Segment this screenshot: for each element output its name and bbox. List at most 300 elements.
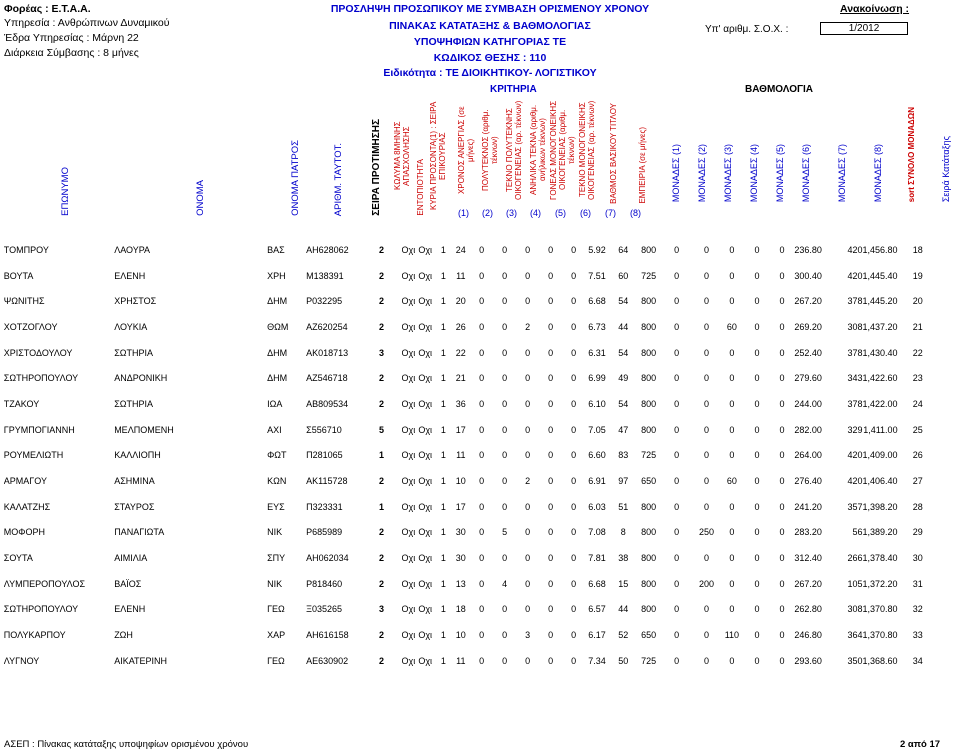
cell-kyria: 1 bbox=[440, 244, 446, 255]
cell-patros: ΧΡΗ bbox=[267, 270, 286, 281]
cell-c3: 0 bbox=[502, 398, 508, 409]
cell-rank: 31 bbox=[912, 578, 923, 589]
cell-m1: 800 bbox=[641, 347, 657, 358]
cell-m7: 283.20 bbox=[794, 527, 822, 538]
cell-c3: 0 bbox=[502, 373, 508, 384]
cell-m3: 250 bbox=[698, 527, 714, 538]
cell-c6: 0 bbox=[571, 604, 577, 615]
cell-taut: ΑΚ018713 bbox=[306, 347, 349, 358]
cell-c2: 0 bbox=[479, 476, 485, 487]
col-m8: ΜΟΝΑΔΕΣ (8) bbox=[872, 143, 883, 202]
cell-c7: 6.91 bbox=[588, 476, 606, 487]
cell-taut: Μ138391 bbox=[306, 270, 344, 281]
cell-c2: 0 bbox=[479, 321, 485, 332]
cell-m1: 800 bbox=[641, 296, 657, 307]
cell-m4: 0 bbox=[729, 655, 735, 666]
announcement-label: Ανακοίνωση : bbox=[840, 3, 910, 15]
cell-c6: 0 bbox=[571, 347, 577, 358]
cell-seira: 2 bbox=[378, 244, 384, 255]
cell-rank: 34 bbox=[912, 655, 923, 666]
cell-c1: 13 bbox=[455, 578, 466, 589]
cell-m2: 0 bbox=[674, 578, 680, 589]
cell-m2: 0 bbox=[674, 244, 680, 255]
cell-c2: 0 bbox=[479, 527, 485, 538]
cell-c6: 0 bbox=[571, 373, 577, 384]
cell-m6: 0 bbox=[779, 296, 785, 307]
cell-seira: 2 bbox=[378, 373, 384, 384]
cell-kolyma: Οχι bbox=[401, 373, 416, 384]
cell-c5: 0 bbox=[548, 630, 554, 641]
scoring-label: ΒΑΘΜΟΛΟΓΙΑ bbox=[745, 84, 813, 95]
cell-c1: 36 bbox=[455, 398, 466, 409]
cell-c4: 3 bbox=[525, 630, 531, 641]
cell-total: 1,445.20 bbox=[862, 296, 898, 307]
cell-c8: 47 bbox=[618, 424, 629, 435]
cell-m8: 420 bbox=[847, 270, 863, 281]
cell-c6: 0 bbox=[571, 424, 577, 435]
col-onoma: ΟΝΟΜΑ bbox=[194, 180, 206, 216]
cell-m1: 800 bbox=[641, 527, 657, 538]
cell-m2: 0 bbox=[674, 321, 680, 332]
cell-onoma: ΚΑΛΛΙΟΠΗ bbox=[114, 450, 161, 461]
candidate-category: ΥΠΟΨΗΦΙΩΝ ΚΑΤΗΓΟΡΙΑΣ ΤΕ bbox=[413, 36, 567, 48]
cell-entop: Οχι bbox=[418, 398, 433, 409]
cell-seira: 2 bbox=[378, 630, 384, 641]
cell-total: 1,398.20 bbox=[862, 501, 898, 512]
cell-c8: 54 bbox=[618, 347, 629, 358]
cell-onoma: ΧΡΗΣΤΟΣ bbox=[114, 296, 157, 307]
cell-eponymo: ΒΟΥΤΑ bbox=[3, 270, 34, 281]
cell-c6: 0 bbox=[571, 527, 577, 538]
cell-m6: 0 bbox=[779, 527, 785, 538]
cell-patros: ΔΗΜ bbox=[267, 373, 288, 384]
cell-total: 1,378.40 bbox=[862, 553, 898, 564]
cell-seira: 2 bbox=[378, 655, 384, 666]
cell-m7: 282.00 bbox=[794, 424, 822, 435]
cell-m7: 241.20 bbox=[794, 501, 822, 512]
col-c8: ΕΜΠΕΙΡΙΑ (σε μήνες) bbox=[637, 127, 647, 204]
cell-m3: 0 bbox=[703, 501, 709, 512]
cell-m4: 0 bbox=[729, 604, 735, 615]
cell-m6: 0 bbox=[779, 553, 785, 564]
cell-kyria: 1 bbox=[440, 450, 446, 461]
cell-entop: Οχι bbox=[418, 244, 433, 255]
cell-m6: 0 bbox=[779, 321, 785, 332]
cell-m7: 236.80 bbox=[794, 244, 822, 255]
cell-eponymo: ΤΟΜΠΡΟΥ bbox=[3, 244, 49, 255]
cell-entop: Οχι bbox=[418, 553, 433, 564]
cell-c7: 6.73 bbox=[588, 321, 606, 332]
table-row bbox=[0, 391, 959, 417]
cell-m8: 329 bbox=[847, 424, 863, 435]
col-m2: ΜΟΝΑΔΕΣ (2) bbox=[696, 143, 707, 202]
cell-m5: 0 bbox=[754, 630, 760, 641]
cell-c5: 0 bbox=[548, 296, 554, 307]
cell-c2: 0 bbox=[479, 398, 485, 409]
cell-m8: 343 bbox=[847, 373, 863, 384]
cell-c2: 0 bbox=[479, 604, 485, 615]
cell-onoma: ΕΛΕΝΗ bbox=[114, 270, 146, 281]
cell-c7: 6.99 bbox=[588, 373, 606, 384]
criteria-num-2: (2) bbox=[482, 208, 493, 218]
doc-subtitle: ΠΙΝΑΚΑΣ ΚΑΤΑΤΑΞΗΣ & ΒΑΘΜΟΛΟΓΙΑΣ bbox=[389, 20, 591, 32]
cell-kyria: 1 bbox=[440, 655, 446, 666]
cell-onoma: ΑΙΚΑΤΕΡΙΝΗ bbox=[114, 655, 168, 666]
cell-rank: 27 bbox=[912, 476, 923, 487]
cell-kolyma: Οχι bbox=[401, 476, 416, 487]
cell-seira: 2 bbox=[378, 578, 384, 589]
cell-m5: 0 bbox=[754, 398, 760, 409]
cell-m7: 244.00 bbox=[794, 398, 822, 409]
cell-c1: 26 bbox=[455, 321, 466, 332]
cell-m4: 60 bbox=[726, 321, 737, 332]
cell-m1: 800 bbox=[641, 578, 657, 589]
cell-c1: 22 bbox=[455, 347, 466, 358]
cell-c4: 0 bbox=[525, 373, 531, 384]
col-rank: Σειρά Κατάταξης bbox=[940, 135, 951, 202]
table-row bbox=[0, 314, 959, 340]
cell-eponymo: ΡΟΥΜΕΛΙΩΤΗ bbox=[3, 450, 64, 461]
cell-m2: 0 bbox=[674, 553, 680, 564]
cell-entop: Οχι bbox=[418, 373, 433, 384]
cell-m3: 0 bbox=[703, 604, 709, 615]
cell-c3: 0 bbox=[502, 630, 508, 641]
cell-kolyma: Οχι bbox=[401, 424, 416, 435]
cell-c5: 0 bbox=[548, 527, 554, 538]
cell-eponymo: ΚΑΛΑΤΖΗΣ bbox=[3, 501, 51, 512]
cell-patros: ΧΑΡ bbox=[267, 630, 286, 641]
cell-entop: Οχι bbox=[418, 501, 433, 512]
cell-kyria: 1 bbox=[440, 578, 446, 589]
cell-c1: 17 bbox=[455, 501, 466, 512]
cell-c6: 0 bbox=[571, 270, 577, 281]
cell-c3: 0 bbox=[502, 476, 508, 487]
cell-c2: 0 bbox=[479, 373, 485, 384]
cell-m4: 0 bbox=[729, 424, 735, 435]
table-row bbox=[0, 468, 959, 494]
col-kyria-prosonta: ΚΥΡΙΑ ΠΡΟΣΟΝΤΑ(1) : ΣΕΙΡΑ ΕΠΙΚΟΥΡΙΑΣ bbox=[429, 101, 447, 211]
cell-patros: ΘΩΜ bbox=[267, 321, 289, 332]
cell-m2: 0 bbox=[674, 604, 680, 615]
cell-onoma: ΜΕΛΠΟΜΕΝΗ bbox=[114, 424, 174, 435]
cell-c4: 0 bbox=[525, 501, 531, 512]
ranking-table bbox=[0, 237, 959, 674]
cell-kyria: 1 bbox=[440, 424, 446, 435]
doc-title: ΠΡΟΣΛΗΨΗ ΠΡΟΣΩΠΙΚΟΥ ΜΕ ΣΥΜΒΑΣΗ ΟΡΙΣΜΕΝΟΥ ΧΡΟΝΟΥ bbox=[330, 3, 650, 15]
cell-patros: ΝΙΚ bbox=[267, 578, 283, 589]
cell-total: 1,445.40 bbox=[862, 270, 898, 281]
table-row bbox=[0, 417, 959, 443]
cell-c7: 6.68 bbox=[588, 296, 606, 307]
cell-patros: ΑΧΙ bbox=[267, 424, 282, 435]
cell-kolyma: Οχι bbox=[401, 398, 416, 409]
cell-c4: 0 bbox=[525, 450, 531, 461]
cell-c3: 0 bbox=[502, 270, 508, 281]
table-row bbox=[0, 520, 959, 546]
cell-total: 1,370.80 bbox=[862, 630, 898, 641]
cell-c3: 0 bbox=[502, 450, 508, 461]
cell-c7: 6.03 bbox=[588, 501, 606, 512]
cell-c4: 0 bbox=[525, 604, 531, 615]
cell-m4: 0 bbox=[729, 553, 735, 564]
cell-m4: 0 bbox=[729, 501, 735, 512]
cell-c8: 51 bbox=[618, 501, 629, 512]
cell-m3: 200 bbox=[698, 578, 714, 589]
cell-eponymo: ΜΟΦΟΡΗ bbox=[3, 527, 45, 538]
cell-m6: 0 bbox=[779, 424, 785, 435]
cell-m3: 0 bbox=[703, 296, 709, 307]
cell-c6: 0 bbox=[571, 476, 577, 487]
cell-m6: 0 bbox=[779, 578, 785, 589]
cell-m6: 0 bbox=[779, 501, 785, 512]
cell-c2: 0 bbox=[479, 501, 485, 512]
cell-patros: ΓΕΩ bbox=[267, 655, 285, 666]
cell-m3: 0 bbox=[703, 553, 709, 564]
cell-onoma: ΒΑΪΟΣ bbox=[114, 578, 142, 589]
cell-m8: 56 bbox=[852, 527, 863, 538]
cell-m5: 0 bbox=[754, 450, 760, 461]
cell-c8: 49 bbox=[618, 373, 629, 384]
cell-kyria: 1 bbox=[440, 630, 446, 641]
cell-entop: Οχι bbox=[418, 578, 433, 589]
cell-rank: 21 bbox=[912, 321, 923, 332]
cell-seira: 2 bbox=[378, 321, 384, 332]
cell-c6: 0 bbox=[571, 553, 577, 564]
col-c4: ΑΝΗΛΙΚΑ ΤΕΚΝΑ (αριθμ. ανήλικων τέκνων) bbox=[529, 104, 547, 196]
cell-c4: 0 bbox=[525, 270, 531, 281]
criteria-num-3: (3) bbox=[506, 208, 517, 218]
criteria-num-1: (1) bbox=[458, 208, 469, 218]
cell-c7: 6.31 bbox=[588, 347, 606, 358]
cell-onoma: ΣΤΑΥΡΟΣ bbox=[114, 501, 155, 512]
cell-c3: 0 bbox=[502, 604, 508, 615]
cell-m2: 0 bbox=[674, 373, 680, 384]
cell-c7: 7.08 bbox=[588, 527, 606, 538]
table-row bbox=[0, 365, 959, 391]
cell-m2: 0 bbox=[674, 270, 680, 281]
cell-kolyma: Οχι bbox=[401, 450, 416, 461]
cell-c3: 0 bbox=[502, 321, 508, 332]
cell-onoma: ΠΑΝΑΓΙΩΤΑ bbox=[114, 527, 165, 538]
cell-onoma: ΖΩΗ bbox=[114, 630, 133, 641]
cell-seira: 2 bbox=[378, 296, 384, 307]
cell-taut: Ρ685989 bbox=[306, 527, 343, 538]
cell-m8: 308 bbox=[847, 321, 863, 332]
cell-c8: 54 bbox=[618, 296, 629, 307]
col-c2: ΠΟΛΥΤΕΚΝΟΣ (αριθμ. τέκνων) bbox=[481, 109, 499, 191]
cell-rank: 29 bbox=[912, 527, 923, 538]
cell-kolyma: Οχι bbox=[401, 578, 416, 589]
cell-m1: 800 bbox=[641, 373, 657, 384]
cell-rank: 26 bbox=[912, 450, 923, 461]
cell-onoma: ΣΩΤΗΡΙΑ bbox=[114, 398, 153, 409]
cell-c5: 0 bbox=[548, 398, 554, 409]
cell-eponymo: ΧΟΤΖΟΓΛΟΥ bbox=[3, 321, 58, 332]
cell-taut: ΑΗ616158 bbox=[306, 630, 349, 641]
cell-c8: 54 bbox=[618, 398, 629, 409]
cell-m5: 0 bbox=[754, 321, 760, 332]
cell-c1: 30 bbox=[455, 553, 466, 564]
cell-c7: 7.81 bbox=[588, 553, 606, 564]
cell-total: 1,409.00 bbox=[862, 450, 898, 461]
cell-entop: Οχι bbox=[418, 655, 433, 666]
cell-m1: 800 bbox=[641, 604, 657, 615]
cell-c4: 0 bbox=[525, 655, 531, 666]
cell-total: 1,456.80 bbox=[862, 244, 898, 255]
cell-eponymo: ΣΩΤΗΡΟΠΟΥΛΟΥ bbox=[3, 604, 79, 615]
cell-kolyma: Οχι bbox=[401, 296, 416, 307]
cell-m6: 0 bbox=[779, 476, 785, 487]
cell-taut: Ξ035265 bbox=[306, 604, 343, 615]
cell-c5: 0 bbox=[548, 655, 554, 666]
cell-m7: 312.40 bbox=[794, 553, 822, 564]
cell-c3: 0 bbox=[502, 296, 508, 307]
cell-c8: 83 bbox=[618, 450, 629, 461]
cell-m8: 350 bbox=[847, 655, 863, 666]
cell-m5: 0 bbox=[754, 476, 760, 487]
cell-c7: 7.34 bbox=[588, 655, 606, 666]
cell-seira: 1 bbox=[378, 501, 384, 512]
cell-onoma: ΑΙΜΙΛΙΑ bbox=[114, 553, 148, 564]
cell-m7: 262.80 bbox=[794, 604, 822, 615]
cell-c7: 6.57 bbox=[588, 604, 606, 615]
cell-m1: 725 bbox=[641, 655, 657, 666]
cell-m1: 800 bbox=[641, 424, 657, 435]
cell-c6: 0 bbox=[571, 501, 577, 512]
cell-kolyma: Οχι bbox=[401, 553, 416, 564]
cell-c2: 0 bbox=[479, 578, 485, 589]
cell-entop: Οχι bbox=[418, 476, 433, 487]
cell-kolyma: Οχι bbox=[401, 244, 416, 255]
cell-c7: 6.68 bbox=[588, 578, 606, 589]
table-row bbox=[0, 288, 959, 314]
cell-kyria: 1 bbox=[440, 604, 446, 615]
cell-m4: 0 bbox=[729, 347, 735, 358]
cell-m1: 725 bbox=[641, 450, 657, 461]
cell-c2: 0 bbox=[479, 655, 485, 666]
cell-m6: 0 bbox=[779, 373, 785, 384]
cell-c3: 0 bbox=[502, 244, 508, 255]
cell-m6: 0 bbox=[779, 398, 785, 409]
cell-m5: 0 bbox=[754, 501, 760, 512]
cell-c6: 0 bbox=[571, 321, 577, 332]
col-eponymo: ΕΠΩΝΥΜΟ bbox=[59, 167, 71, 216]
cell-m5: 0 bbox=[754, 578, 760, 589]
cell-entop: Οχι bbox=[418, 296, 433, 307]
cell-m8: 308 bbox=[847, 604, 863, 615]
cell-m5: 0 bbox=[754, 347, 760, 358]
cell-m4: 0 bbox=[729, 244, 735, 255]
table-row bbox=[0, 340, 959, 366]
cell-c3: 4 bbox=[502, 578, 508, 589]
cell-rank: 32 bbox=[912, 604, 923, 615]
cell-taut: ΑΕ630902 bbox=[306, 655, 349, 666]
cell-patros: ΣΠΥ bbox=[267, 553, 286, 564]
cell-kolyma: Οχι bbox=[401, 270, 416, 281]
table-row bbox=[0, 571, 959, 597]
cell-c1: 20 bbox=[455, 296, 466, 307]
table-row bbox=[0, 443, 959, 469]
cell-kolyma: Οχι bbox=[401, 655, 416, 666]
cell-c1: 10 bbox=[455, 476, 466, 487]
cell-m7: 246.80 bbox=[794, 630, 822, 641]
cell-c2: 0 bbox=[479, 450, 485, 461]
cell-rank: 28 bbox=[912, 501, 923, 512]
cell-m8: 357 bbox=[847, 501, 863, 512]
cell-m3: 0 bbox=[703, 321, 709, 332]
cell-m8: 364 bbox=[847, 630, 863, 641]
cell-m4: 0 bbox=[729, 578, 735, 589]
cell-m6: 0 bbox=[779, 630, 785, 641]
cell-c1: 11 bbox=[456, 270, 466, 281]
cell-m4: 0 bbox=[729, 270, 735, 281]
cell-kolyma: Οχι bbox=[401, 321, 416, 332]
table-row bbox=[0, 622, 959, 648]
cell-m3: 0 bbox=[703, 373, 709, 384]
cell-m7: 267.20 bbox=[794, 296, 822, 307]
cell-taut: Σ556710 bbox=[306, 424, 342, 435]
cell-patros: ΒΑΣ bbox=[267, 244, 285, 255]
cell-c7: 6.17 bbox=[588, 630, 606, 641]
cell-rank: 24 bbox=[912, 398, 923, 409]
cell-m4: 60 bbox=[726, 476, 737, 487]
cell-m2: 0 bbox=[674, 527, 680, 538]
cell-c1: 17 bbox=[455, 424, 466, 435]
cell-m2: 0 bbox=[674, 424, 680, 435]
cell-seira: 5 bbox=[378, 424, 384, 435]
cell-c1: 21 bbox=[455, 373, 466, 384]
cell-c2: 0 bbox=[479, 424, 485, 435]
cell-total: 1,370.80 bbox=[862, 604, 898, 615]
cell-seira: 2 bbox=[378, 270, 384, 281]
duration-label: Διάρκεια Σύμβασης : 8 μήνες bbox=[4, 47, 139, 59]
cell-patros: ΙΩΑ bbox=[267, 398, 283, 409]
cell-taut: ΑΖ546718 bbox=[306, 373, 348, 384]
cell-m2: 0 bbox=[674, 450, 680, 461]
cell-m8: 105 bbox=[847, 578, 863, 589]
table-row bbox=[0, 597, 959, 623]
cell-m1: 725 bbox=[641, 270, 657, 281]
cell-eponymo: ΧΡΙΣΤΟΔΟΥΛΟΥ bbox=[3, 347, 73, 358]
cell-taut: ΑΖ620254 bbox=[306, 321, 348, 332]
cell-m1: 650 bbox=[641, 476, 657, 487]
cell-c5: 0 bbox=[548, 373, 554, 384]
cell-entop: Οχι bbox=[418, 450, 433, 461]
col-total: sort ΣΥΝΟΛΟ ΜΟΝΑΔΩΝ bbox=[906, 106, 916, 202]
cell-c5: 0 bbox=[548, 553, 554, 564]
cell-total: 1,368.60 bbox=[862, 655, 898, 666]
cell-kyria: 1 bbox=[440, 476, 446, 487]
cell-onoma: ΣΩΤΗΡΙΑ bbox=[114, 347, 153, 358]
cell-total: 1,422.60 bbox=[862, 373, 898, 384]
col-m6: ΜΟΝΑΔΕΣ (6) bbox=[800, 143, 811, 202]
cell-kyria: 1 bbox=[440, 501, 446, 512]
cell-c3: 0 bbox=[502, 553, 508, 564]
cell-onoma: ΕΛΕΝΗ bbox=[114, 604, 146, 615]
table-row bbox=[0, 648, 959, 674]
cell-m1: 650 bbox=[641, 630, 657, 641]
cell-seira: 1 bbox=[378, 450, 384, 461]
cell-c7: 6.60 bbox=[588, 450, 606, 461]
cell-m5: 0 bbox=[754, 655, 760, 666]
cell-c5: 0 bbox=[548, 424, 554, 435]
cell-m5: 0 bbox=[754, 244, 760, 255]
cell-m7: 264.00 bbox=[794, 450, 822, 461]
cell-c2: 0 bbox=[479, 270, 485, 281]
cell-kyria: 1 bbox=[440, 296, 446, 307]
cell-m4: 0 bbox=[729, 398, 735, 409]
cell-m2: 0 bbox=[674, 630, 680, 641]
